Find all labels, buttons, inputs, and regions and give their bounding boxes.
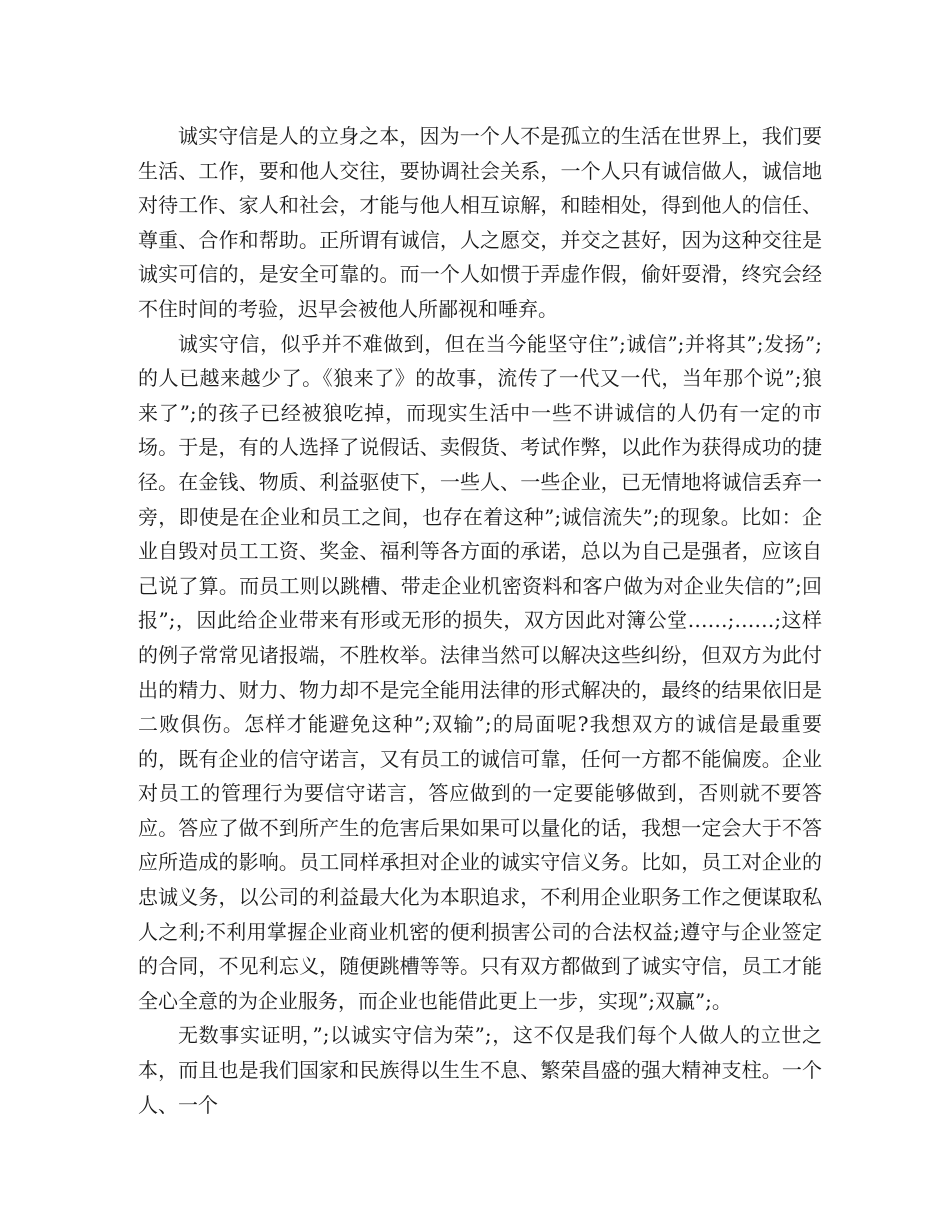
paragraph-2: 诚实守信，似乎并不难做到，但在当今能坚守住”;诚信”;并将其”;发扬”;的人已越来越少了。《狼来了》的故事，流传了一代又一代，当年那个说”;狼来了”;的孩子已经被狼吃掉，而现实生活中一些不讲诚信的人仍有一定的市场。于是，有的人选择了说假话、卖假货、考试作弊，以此作为获得成功的捷径。在金钱、物质、利益驱使下，一些人、一些企业，已无情地将诚信丢弃一旁，即使是在企业和员工之间，也存在着这种”;诚信流失”;的现象。比如：企业自毁对员工工资、奖金、福利等各方面的承诺，总以为自己是强者，应该自己说了算。而员工则以跳槽、带走企业机密资料和客户做为对企业失信的”;回报”;，因此给企业带来有形或无形的损失，双方因此对簿公堂……;……;这样的例子常常见诸报端，不胜枚举。法律当然可以解决这些纠纷，但双方为此付出的精力、财力、物力却不是完全能用法律的形式解决的，最终的结果依旧是二败俱伤。怎样才能避免这种”;双输”;的局面呢?我想双方的诚信是最重要的，既有企业的信守诺言，又有员工的诚信可靠，任何一方都不能偏废。企业对员工的管理行为要信守诺言，答应做到的一定要能够做到，否则就不要答应。答应了做不到所产生的危害后果如果可以量化的话，我想一定会大于不答应所造成的影响。员工同样承担对企业的诚实守信义务。比如，员工对企业的忠诚义务，以公司的利益最大化为本职追求，不利用企业职务工作之便谋取私人之利;不利用掌握企业商业机密的便利损害公司的合法权益;遵守与企业签定的合同，不见利忘义，随便跳槽等等。只有双方都做到了诚实守信，员工才能全心全意的为企业服务，而企业也能借此更上一步，实现”;双赢”;。 — [138, 331, 822, 1013]
document-body — [138, 119, 822, 1122]
paragraph-3: 无数事实证明，”;以诚实守信为荣”;，这不仅是我们每个人做人的立世之本，而且也是我们国家和民族得以生生不息、繁荣昌盛的强大精神支柱。一个人、一个 — [138, 1023, 822, 1117]
paragraph-1: 诚实守信是人的立身之本，因为一个人不是孤立的生活在世界上，我们要生活、工作，要和他人交往，要协调社会关系，一个人只有诚信做人，诚信地对待工作、家人和社会，才能与他人相互谅解，和睦相处，得到他人的信任、尊重、合作和帮助。正所谓有诚信，人之愿交，并交之甚好，因为这种交往是诚实可信的，是安全可靠的。而一个人如惯于弄虚作假，偷奸耍滑，终究会经不住时间的考验，迟早会被他人所鄙视和唾弃。 — [138, 124, 822, 321]
